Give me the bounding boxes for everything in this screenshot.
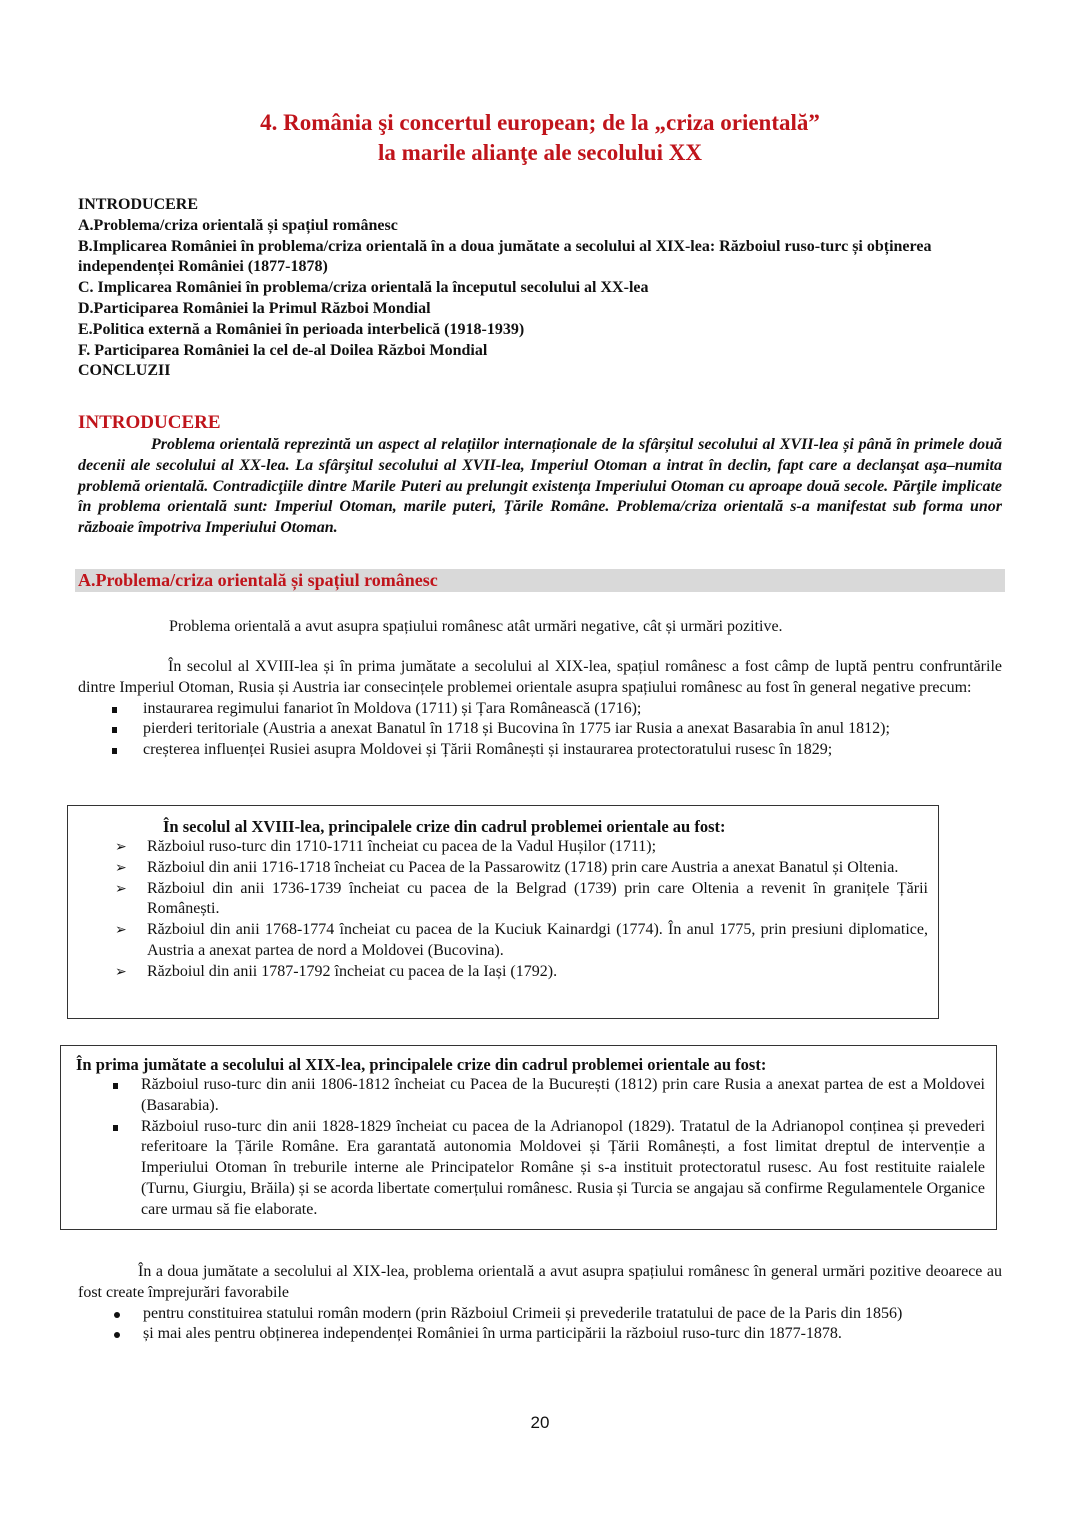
table-of-contents	[78, 195, 1008, 382]
round-bullet-icon	[114, 1332, 120, 1338]
negative-intro-paragraph	[78, 657, 1002, 699]
box-18th-heading: În secolul al XVIII-lea, principalele crize din cadrul problemei orientale au fost:	[163, 817, 726, 836]
list-item	[68, 879, 928, 921]
toc-item: E.Politica externă a României în perioada interbelică (1918-1939)	[78, 320, 525, 338]
list-item	[68, 962, 928, 983]
list-item	[78, 719, 1002, 740]
list-item-text: și mai ales pentru obținerea independenței României în urma participării la războiul ruso-turc din 1877-1878.	[143, 1325, 842, 1343]
square-bullet-icon	[113, 1083, 118, 1089]
intro-paragraph: Problema orientală reprezintă un aspect al relațiilor internaționale de la sfârșitul secolului al XVII-lea și până în primele două decenii ale secolului al XX-lea. La sfârşitul secolului al XVII-lea, Imperiul Otoman a intrat în declin, fapt care a declanşat aşa–numita problemă orientală. Contradicţiile dintre Marile Puteri au prelungit existenţa Imperiului Otoman cu aproape două secole. Părţile implicate în problema orientală sunt: Imperiul Otoman, marile puteri, Ţările Române. Problema/criza orientală s-a manifestat sub forma unor războaie împotriva Imperiului Otoman.	[78, 436, 1002, 537]
list-item	[78, 740, 1002, 761]
box-18th-list	[68, 837, 928, 983]
toc-item: A.Problema/criza orientală și spațiul românesc	[78, 216, 398, 234]
toc-item: INTRODUCERE	[78, 196, 199, 213]
square-bullet-icon	[113, 1125, 118, 1131]
negative-consequences-list	[78, 699, 1002, 761]
list-item-text: creșterea influenței Rusiei asupra Moldovei și Țării Românești și instaurarea protectoratului rusesc în 1829;	[143, 741, 833, 759]
list-item-text: pierderi teritoriale (Austria a anexat Banatul în 1718 și Bucovina în 1775 iar Rusia a anexat Basarabia în anul 1812);	[143, 720, 890, 738]
arrow-bullet-icon: ➢	[115, 880, 127, 897]
section-a-heading: A.Problema/criza orientală și spațiul românesc	[78, 570, 438, 590]
positive-consequences-list	[78, 1304, 1002, 1346]
intro-heading: INTRODUCERE	[78, 412, 221, 433]
list-item	[68, 837, 928, 858]
positive-intro-paragraph: În a doua jumătate a secolului al XIX-lea, problema orientală a avut asupra spațiului românesc în general urmări pozitive deoarece au fost create împrejurări favorabile	[78, 1263, 1002, 1301]
list-item	[61, 1117, 985, 1221]
box-19th-list	[61, 1075, 985, 1221]
arrow-bullet-icon: ➢	[115, 859, 127, 876]
square-bullet-icon	[112, 707, 117, 713]
list-item-text: Războiul din anii 1787-1792 încheiat cu pacea de la Iași (1792).	[147, 962, 558, 980]
section-a-lead-paragraph: Problema orientală a avut asupra spațiului românesc atât urmări negative, cât și urmări pozitive.	[169, 618, 783, 635]
box-18th-century-crises	[67, 805, 939, 1019]
list-item-text: instaurarea regimului fanariot în Moldova (1711) și Țara Românească (1716);	[143, 699, 642, 717]
list-item	[68, 920, 928, 962]
list-item	[61, 1075, 985, 1117]
negative-consequences-block	[78, 657, 1002, 761]
round-bullet-icon	[114, 1312, 120, 1318]
section-a-header-bar	[75, 569, 1005, 592]
list-item-text: Războiul din anii 1736-1739 încheiat cu pacea de la Belgrad (1739) prin care Oltenia a revenit în granițele Țării Românești.	[147, 879, 928, 918]
toc-item: F. Participarea României la cel de-al Doilea Război Mondial	[78, 341, 488, 359]
box-19th-century-crises	[60, 1045, 997, 1230]
list-item-text: Războiul ruso-turc din anii 1828-1829 încheiat cu pacea de la Adrianopol (1829). Tratatul de la Adrianopol conținea și prevederi referitoare la Țările Române. Era garantată autonomia Moldovei și Țării Românești, a fost limitat dreptul de intervenție a Imperiului Otoman în treburile interne ale Principatelor Române și s-a instituit protectoratul rusesc. Au fost restituite raialele (Turnu, Giurgiu, Brăila) și se acorda libertate comerțului românesc. Rusia și Turcia se angajau să confirme Regulamentele Organice care urmau să fie elaborate.	[141, 1117, 985, 1218]
arrow-bullet-icon: ➢	[115, 963, 127, 980]
page-title-line-2: la marile alianţe ale secolului XX	[378, 140, 702, 165]
page-number: 20	[530, 1413, 550, 1432]
arrow-bullet-icon: ➢	[115, 922, 127, 939]
list-item	[78, 1304, 1002, 1325]
toc-item: D.Participarea României la Primul Război Mondial	[78, 299, 431, 317]
negative-intro-text: În secolul al XVIII-lea și în prima jumătate a secolului al XIX-lea, spațiul românesc a fost câmp de luptă pentru confruntările dintre Imperiul Otoman, Rusia și Austria iar consecințele problemei orientale asupra spațiului românesc au fost în general negative precum:	[78, 658, 1002, 696]
positive-consequences-block	[78, 1262, 1002, 1345]
square-bullet-icon	[112, 748, 117, 754]
list-item	[68, 858, 928, 879]
arrow-bullet-icon: ➢	[115, 839, 127, 855]
list-item-text: Războiul ruso-turc din 1710-1711 încheiat cu pacea de la Vadul Hușilor (1711);	[147, 838, 657, 855]
square-bullet-icon	[112, 727, 117, 733]
page-title	[0, 108, 1080, 168]
list-item	[78, 699, 1002, 720]
list-item-text: pentru constituirea statului român modern (prin Războiul Crimeii și prevederile tratatului de pace de la Paris din 1856)	[143, 1304, 903, 1322]
list-item-text: Războiul din anii 1768-1774 încheiat cu pacea de la Kuciuk Kainardgi (1774). În anul 1775, prin presiuni diplomatice, Austria a anexat partea de nord a Moldovei (Bucovina).	[147, 921, 928, 959]
list-item-text: Războiul din anii 1716-1718 încheiat cu Pacea de la Passarowitz (1718) prin care Austria a anexat Banatul și Oltenia.	[147, 858, 899, 876]
page-title-line-1: 4. România şi concertul european; de la „criza orientală”	[260, 110, 820, 135]
list-item	[78, 1324, 1002, 1345]
toc-item: C. Implicarea României în problema/criza orientală la începutul secolului al XX-lea	[78, 279, 649, 297]
toc-item: B.Implicarea României în problema/criza orientală în a doua jumătate a secolului al XIX-lea: Războiul ruso-turc și obținerea independenței României (1877-1878)	[78, 237, 932, 276]
toc-item: CONCLUZII	[78, 362, 171, 380]
list-item-text: Războiul ruso-turc din anii 1806-1812 încheiat cu Pacea de la București (1812) prin care Rusia a anexat partea de est a Moldovei (Basarabia).	[141, 1076, 985, 1114]
box-19th-heading: În prima jumătate a secolului al XIX-lea, principalele crize din cadrul problemei orientale au fost:	[76, 1055, 767, 1074]
